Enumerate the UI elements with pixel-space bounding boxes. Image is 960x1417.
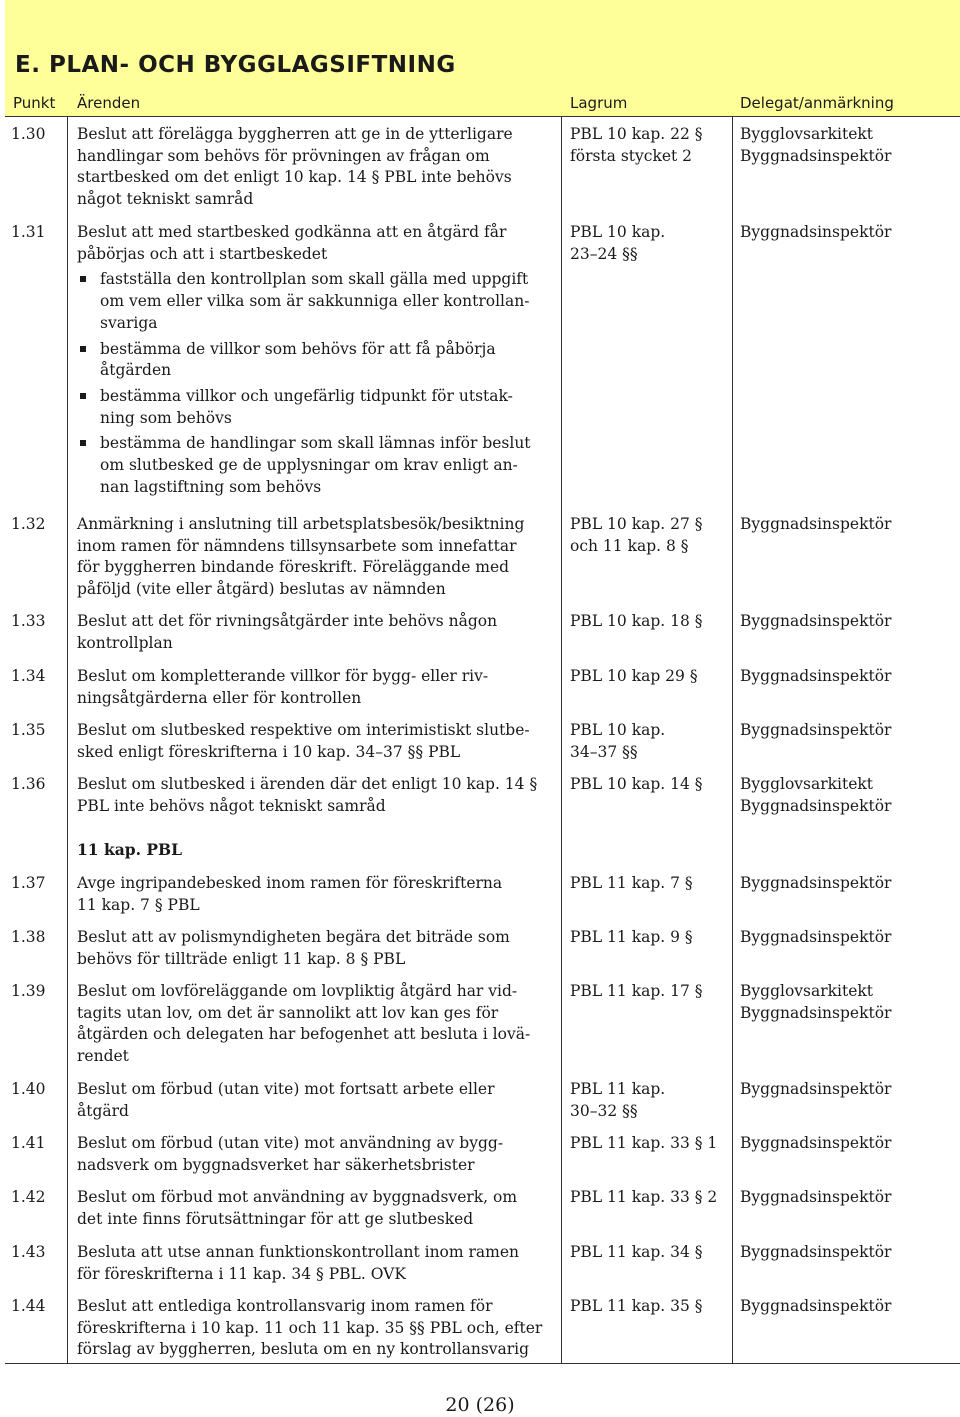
row-number: 1.39 <box>11 982 46 1000</box>
lagrum-line: PBL 11 kap. 35 § <box>570 1297 703 1315</box>
bullet-line: ning som behövs <box>100 408 232 427</box>
description-line: nadsverk om byggnadsverket har säkerhetsbrister <box>77 1155 475 1174</box>
lagrum-line: PBL 11 kap. 17 § <box>570 982 703 1000</box>
column-header-delegat: Delegat/anmärkning <box>740 94 894 112</box>
description-line: förslag av byggherren, besluta om en ny kontrollansvarig <box>77 1340 530 1359</box>
bullet-line: om slutbesked ge de upplysningar om krav enligt an- <box>100 456 518 475</box>
description-line: Avge ingripandebesked inom ramen för föreskrifterna <box>77 874 503 892</box>
column-divider <box>732 116 733 1363</box>
row-lagrum <box>570 1187 730 1209</box>
column-header-punkt: Punkt <box>13 94 56 112</box>
row-description <box>77 222 553 498</box>
row-description <box>77 720 553 763</box>
description-line: Beslut att entlediga kontrollansvarig inom ramen för <box>77 1297 493 1315</box>
description-line: föreskrifterna i 10 kap. 11 och 11 kap. 35 §§ PBL och, efter <box>77 1318 543 1337</box>
description-line: PBL inte behövs något tekniskt samråd <box>77 796 386 815</box>
lagrum-line: första stycket 2 <box>570 146 693 165</box>
row-description <box>77 1079 553 1122</box>
bullet-item <box>77 269 553 334</box>
delegate-line: Bygglovsarkitekt <box>740 125 874 143</box>
delegate-line: Byggnadsinspektör <box>740 515 892 533</box>
delegate-line: Byggnadsinspektör <box>740 928 892 946</box>
description-line: startbesked om det enligt 10 kap. 14 § PBL inte behövs <box>77 168 512 187</box>
row-lagrum <box>570 124 730 167</box>
description-line: rendet <box>77 1047 129 1066</box>
description-line: påbörjas och att i startbeskedet <box>77 244 328 263</box>
delegate-line: Bygglovsarkitekt <box>740 775 874 793</box>
column-header-lagrum: Lagrum <box>570 94 628 112</box>
row-delegate <box>740 927 955 949</box>
description-line: Beslut att förelägga byggherren att ge in de ytterligare <box>77 125 513 143</box>
row-lagrum <box>570 774 730 796</box>
bullet-item <box>77 339 553 382</box>
row-number: 1.43 <box>11 1243 46 1261</box>
delegate-line: Byggnadsinspektör <box>740 796 892 815</box>
row-description <box>77 1242 553 1285</box>
row-lagrum <box>570 1296 730 1318</box>
lagrum-line: PBL 10 kap. <box>570 223 666 241</box>
description-line: ningsåtgärderna eller för kontrollen <box>77 688 362 707</box>
lagrum-line: PBL 11 kap. 34 § <box>570 1243 703 1261</box>
row-lagrum <box>570 1133 730 1155</box>
row-number: 1.34 <box>11 667 46 685</box>
lagrum-line: PBL 11 kap. 7 § <box>570 874 693 892</box>
row-description <box>77 774 553 817</box>
lagrum-line: PBL 10 kap. 18 § <box>570 612 703 630</box>
delegate-line: Bygglovsarkitekt <box>740 982 874 1000</box>
description-line: Beslut att det för rivningsåtgärder inte behövs någon <box>77 612 498 630</box>
description-line: Besluta att utse annan funktionskontrollant inom ramen <box>77 1243 520 1261</box>
section-label: 11 kap. PBL <box>77 840 183 859</box>
bullet-item <box>77 386 553 429</box>
lagrum-line: PBL 11 kap. 9 § <box>570 928 693 946</box>
row-description <box>77 514 553 601</box>
row-number: 1.31 <box>11 223 46 241</box>
row-number: 1.32 <box>11 515 46 533</box>
bullet-line: fastställa den kontrollplan som skall gälla med uppgift <box>100 270 529 289</box>
description-line: något tekniskt samråd <box>77 190 254 209</box>
row-number: 1.40 <box>11 1080 46 1098</box>
description-line: för föreskrifterna i 11 kap. 34 § PBL. OVK <box>77 1264 406 1283</box>
lagrum-line: PBL 10 kap. 14 § <box>570 775 703 793</box>
description-line: behövs för tillträde enligt 11 kap. 8 § PBL <box>77 949 406 968</box>
row-description <box>77 873 553 916</box>
lagrum-line: PBL 11 kap. 33 § 2 <box>570 1188 718 1206</box>
delegate-line: Byggnadsinspektör <box>740 667 892 685</box>
column-divider <box>561 116 562 1363</box>
row-lagrum <box>570 1242 730 1264</box>
description-line: sked enligt föreskrifterna i 10 kap. 34–37 §§ PBL <box>77 742 461 761</box>
lagrum-line: PBL 10 kap 29 § <box>570 667 698 685</box>
row-lagrum <box>570 981 730 1003</box>
description-line: kontrollplan <box>77 633 173 652</box>
row-lagrum <box>570 720 730 763</box>
row-lagrum <box>570 222 730 265</box>
table-bottom-rule <box>5 1363 960 1364</box>
description-line: Beslut om förbud (utan vite) mot fortsatt arbete eller <box>77 1080 495 1098</box>
description-line: inom ramen för nämndens tillsynsarbete som innefattar <box>77 536 517 555</box>
lagrum-line: PBL 10 kap. 22 § <box>570 125 703 143</box>
description-line: Beslut att med startbesked godkänna att en åtgärd får <box>77 223 507 241</box>
bullet-line: nan lagstiftning som behövs <box>100 477 322 496</box>
row-delegate <box>740 1296 955 1318</box>
lagrum-line: PBL 11 kap. <box>570 1080 666 1098</box>
row-number: 1.33 <box>11 612 46 630</box>
row-delegate <box>740 222 955 244</box>
description-line: Beslut om förbud mot användning av byggnadsverk, om <box>77 1188 518 1206</box>
bullet-line: åtgärden <box>100 361 172 380</box>
row-delegate <box>740 981 955 1024</box>
delegate-line: Byggnadsinspektör <box>740 1297 892 1315</box>
delegate-line: Byggnadsinspektör <box>740 874 892 892</box>
row-delegate <box>740 514 955 536</box>
row-number: 1.36 <box>11 775 46 793</box>
row-number: 1.35 <box>11 721 46 739</box>
description-line: påföljd (vite eller åtgärd) beslutas av nämnden <box>77 580 446 599</box>
lagrum-line: PBL 11 kap. 33 § 1 <box>570 1134 718 1152</box>
row-description <box>77 981 553 1068</box>
description-line: Beslut om slutbesked i ärenden där det enligt 10 kap. 14 § <box>77 775 538 793</box>
bullet-line: om vem eller vilka som är sakkunniga eller kontrollan- <box>100 292 530 311</box>
description-line: det inte finns förutsättningar för att ge slutbesked <box>77 1209 474 1228</box>
row-number: 1.37 <box>11 874 46 892</box>
row-number: 1.38 <box>11 928 46 946</box>
bullet-line: bestämma de villkor som behövs för att få påbörja <box>100 339 496 358</box>
delegate-line: Byggnadsinspektör <box>740 1080 892 1098</box>
row-description <box>77 1187 553 1230</box>
row-lagrum <box>570 514 730 557</box>
row-lagrum <box>570 666 730 688</box>
description-line: Beslut om slutbesked respektive om interimistiskt slutbe- <box>77 721 530 739</box>
row-lagrum <box>570 873 730 895</box>
delegate-line: Byggnadsinspektör <box>740 1188 892 1206</box>
row-delegate <box>740 1187 955 1209</box>
description-line: åtgärden och delegaten har befogenhet att besluta i lovä- <box>77 1025 531 1044</box>
delegate-line: Byggnadsinspektör <box>740 1243 892 1261</box>
delegate-line: Byggnadsinspektör <box>740 1003 892 1022</box>
row-number: 1.42 <box>11 1188 46 1206</box>
row-delegate <box>740 873 955 895</box>
row-lagrum <box>570 611 730 633</box>
row-delegate <box>740 611 955 633</box>
description-line: Beslut om lovföreläggande om lovpliktig åtgärd har vid- <box>77 982 518 1000</box>
description-line: handlingar som behövs för prövningen av frågan om <box>77 146 490 165</box>
row-description <box>77 1296 553 1361</box>
column-header-arenden: Ärenden <box>77 94 141 112</box>
square-bullet-icon <box>80 346 86 352</box>
description-line: åtgärd <box>77 1101 129 1120</box>
row-delegate <box>740 774 955 817</box>
description-line: Anmärkning i anslutning till arbetsplatsbesök/besiktning <box>77 515 525 533</box>
delegate-line: Byggnadsinspektör <box>740 1134 892 1152</box>
lagrum-line: och 11 kap. 8 § <box>570 536 689 555</box>
lagrum-line: 34–37 §§ <box>570 742 638 761</box>
delegate-line: Byggnadsinspektör <box>740 612 892 630</box>
row-delegate <box>740 1242 955 1264</box>
row-description <box>77 124 553 211</box>
column-divider <box>67 116 68 1363</box>
row-description <box>77 611 553 654</box>
row-description <box>77 1133 553 1176</box>
page-number: 20 (26) <box>445 1394 515 1416</box>
row-delegate <box>740 124 955 167</box>
lagrum-line: 23–24 §§ <box>570 244 638 263</box>
description-line: tagits utan lov, om det är sannolikt att lov kan ges för <box>77 1003 499 1022</box>
row-delegate <box>740 720 955 742</box>
document-title: E. PLAN- OCH BYGGLAGSIFTNING <box>15 52 456 78</box>
description-line: Beslut om förbud (utan vite) mot användning av bygg- <box>77 1134 504 1152</box>
square-bullet-icon <box>80 440 86 446</box>
bullet-line: svariga <box>100 313 158 332</box>
square-bullet-icon <box>80 393 86 399</box>
row-delegate <box>740 1079 955 1101</box>
description-line: Beslut om kompletterande villkor för bygg- eller riv- <box>77 667 489 685</box>
bullet-line: bestämma de handlingar som skall lämnas inför beslut <box>100 434 531 453</box>
row-description <box>77 927 553 970</box>
row-delegate <box>740 1133 955 1155</box>
description-line: Beslut att av polismyndigheten begära det biträde som <box>77 928 510 946</box>
description-line: 11 kap. 7 § PBL <box>77 895 200 914</box>
row-description <box>77 666 553 709</box>
delegate-line: Byggnadsinspektör <box>740 146 892 165</box>
bullet-line: bestämma villkor och ungefärlig tidpunkt för utstak- <box>100 386 513 405</box>
row-number: 1.30 <box>11 125 46 143</box>
row-number: 1.41 <box>11 1134 46 1152</box>
lagrum-line: 30–32 §§ <box>570 1101 638 1120</box>
row-delegate <box>740 666 955 688</box>
row-number: 1.44 <box>11 1297 46 1315</box>
delegate-line: Byggnadsinspektör <box>740 721 892 739</box>
header-rule <box>5 116 960 117</box>
bullet-item <box>77 433 553 498</box>
square-bullet-icon <box>80 276 86 282</box>
delegate-line: Byggnadsinspektör <box>740 223 892 241</box>
row-lagrum <box>570 927 730 949</box>
row-lagrum <box>570 1079 730 1122</box>
lagrum-line: PBL 10 kap. 27 § <box>570 515 703 533</box>
description-line: för byggherren bindande föreskrift. Föreläggande med <box>77 558 510 577</box>
lagrum-line: PBL 10 kap. <box>570 721 666 739</box>
